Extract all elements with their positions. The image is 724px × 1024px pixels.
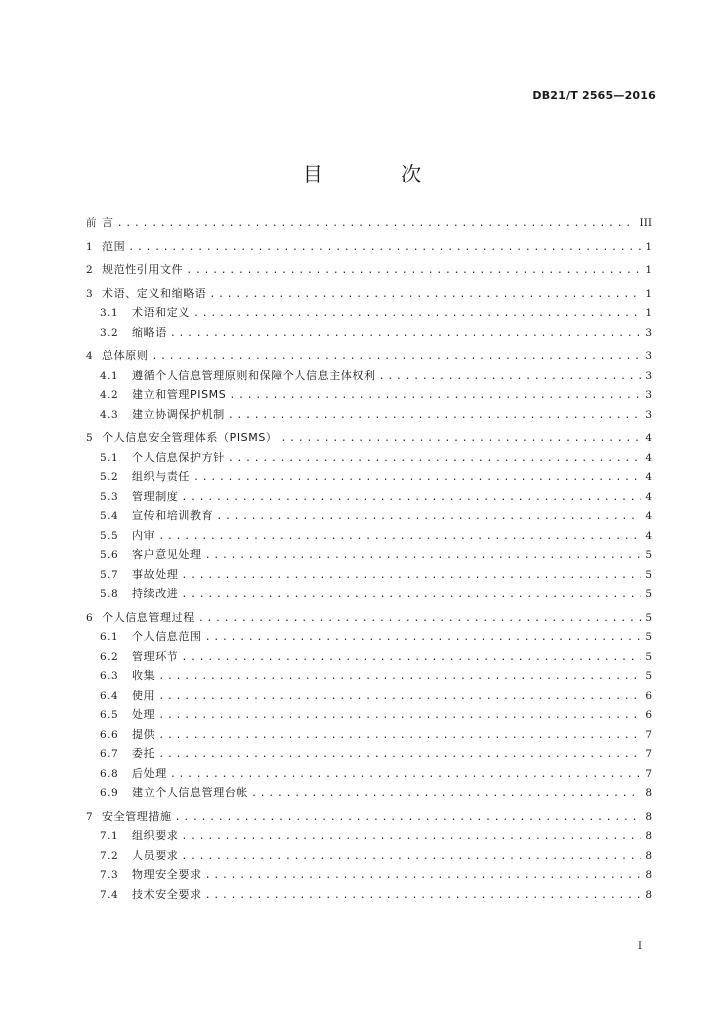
toc-entry-number: 4.3 [100, 408, 119, 421]
toc-dot-leader [228, 449, 642, 469]
toc-dot-leader [205, 866, 642, 886]
toc-entry[interactable] [86, 725, 652, 745]
toc-entry-title: 个人信息范围 [132, 630, 202, 643]
toc-entry[interactable] [86, 213, 652, 233]
toc-dot-leader [205, 886, 642, 906]
toc-entry-number: 7.1 [100, 830, 119, 842]
toc-entry[interactable] [86, 323, 652, 343]
toc-entry-page: 3 [645, 389, 652, 401]
toc-dot-leader [175, 808, 642, 828]
toc-entry-title: 建立个人信息管理台帐 [132, 786, 248, 799]
toc-entry[interactable] [86, 807, 652, 827]
toc-entry[interactable] [86, 428, 652, 448]
toc-entry[interactable] [86, 846, 652, 866]
toc-entry-title: 术语和定义 [132, 306, 190, 319]
toc-entry-page: 4 [645, 451, 652, 464]
toc-entry-page: 8 [645, 830, 652, 842]
toc-entry-number: 5.3 [100, 490, 119, 503]
toc-entry-title: 使用 [132, 688, 156, 702]
toc-entry-page: 5 [645, 611, 652, 624]
toc-entry-number: 4.2 [100, 389, 119, 401]
toc-entry[interactable] [86, 487, 652, 507]
toc-dot-leader [181, 488, 641, 508]
toc-dot-leader [158, 667, 641, 687]
toc-entry[interactable] [86, 448, 652, 468]
toc-dot-leader [158, 726, 641, 746]
toc-entry-title: 范围 [102, 239, 126, 253]
toc-entry[interactable] [86, 405, 652, 425]
toc-entry-number: 3 [86, 287, 93, 300]
toc-entry-number: 5.8 [100, 588, 119, 600]
toc-entry-page: 7 [645, 767, 652, 780]
toc-entry-number: 6.9 [100, 787, 119, 799]
toc-entry-title: 客户意见处理 [132, 548, 202, 561]
toc-entry-title: 提供 [132, 727, 156, 741]
toc-entry-page: 5 [645, 650, 652, 663]
toc-entry-page: 6 [645, 689, 652, 702]
toc-entry-title: 个人信息保护方针 [132, 450, 225, 464]
toc-entry[interactable] [86, 467, 652, 487]
toc-entry-number: 3.1 [100, 307, 119, 319]
toc-entry-number: 5.5 [100, 529, 119, 542]
toc-entry-title: 术语、定义和缩略语 [102, 286, 207, 300]
toc-entry-page: 7 [645, 748, 652, 760]
toc-entry-number: 6 [86, 611, 93, 624]
toc-entry-title: 管理环节 [132, 649, 179, 663]
toc-entry-title: 人员要求 [132, 848, 179, 862]
toc-entry-title: 建立和管理PISMS [132, 388, 227, 401]
toc-entry[interactable] [86, 627, 652, 647]
toc-entry-number: 前 [86, 217, 97, 229]
toc-dot-leader [216, 507, 641, 527]
toc-entry-page: III [639, 217, 652, 229]
toc-entry[interactable] [86, 565, 652, 585]
toc-dot-leader [181, 648, 641, 668]
toc-entry-number: 4 [86, 350, 93, 362]
toc-entry-number: 7.4 [100, 888, 119, 901]
toc-dot-leader [228, 406, 642, 426]
toc-entry-title: 建立协调保护机制 [132, 407, 225, 421]
toc-entry[interactable] [86, 764, 652, 784]
toc-entry-title: 内审 [132, 528, 156, 542]
toc-dot-leader [158, 687, 641, 707]
toc-entry-number: 5.6 [100, 549, 119, 561]
toc-entry-number: 7 [86, 810, 93, 823]
toc-entry-page: 7 [645, 728, 652, 741]
toc-entry-title: 事故处理 [132, 567, 179, 581]
toc-entry[interactable] [86, 284, 652, 304]
toc-dot-leader [151, 347, 641, 367]
toc-entry-title: 缩略语 [132, 325, 167, 339]
toc-entry-number: 1 [86, 240, 93, 253]
toc-entry-page: 4 [645, 471, 652, 483]
toc-entry[interactable] [86, 260, 652, 280]
page-title: 目 次 [302, 162, 458, 186]
toc-entry-title: 遵循个人信息管理原则和保障个人信息主体权利 [132, 368, 376, 382]
toc-dot-leader [158, 527, 641, 547]
toc-dot-leader [117, 214, 636, 234]
toc-entry-title: 收集 [132, 669, 156, 682]
toc-entry-number: 6.3 [100, 670, 119, 682]
toc-entry-title: 后处理 [132, 766, 167, 780]
toc-entry-page: 5 [645, 588, 652, 600]
toc-entry-page: 5 [645, 549, 652, 561]
toc-entry[interactable] [86, 237, 652, 257]
toc-dot-leader [193, 468, 641, 488]
toc-entry-title: 管理制度 [132, 489, 179, 503]
toc-dot-leader [205, 546, 642, 566]
toc-dot-leader [379, 367, 642, 387]
toc-entry-page: 8 [645, 849, 652, 862]
toc-entry-number: 2 [86, 264, 93, 276]
toc-entry-number: 4.1 [100, 369, 119, 382]
toc-entry[interactable] [86, 303, 652, 323]
toc-entry-number: 6.8 [100, 767, 119, 780]
toc-entry-title: 技术安全要求 [132, 887, 202, 901]
toc-entry[interactable] [86, 584, 652, 604]
toc-dot-leader [181, 847, 641, 867]
toc-entry-number: 5.2 [100, 471, 119, 483]
toc-entry[interactable] [86, 647, 652, 667]
toc-dot-leader [170, 324, 642, 344]
toc-entry-page: 4 [645, 432, 652, 444]
toc-dot-leader [186, 261, 641, 281]
toc-entry-page: 3 [645, 326, 652, 339]
toc-dot-leader [181, 566, 641, 586]
toc-entry-page: 8 [645, 869, 652, 881]
toc-entry-title: 委托 [132, 747, 156, 760]
toc-entry-title: 言 [102, 216, 114, 229]
toc-entry-page: 4 [645, 510, 652, 522]
toc-dot-leader [198, 609, 642, 629]
toc-entry-page: 6 [645, 709, 652, 721]
toc-entry-number: 5.4 [100, 510, 119, 522]
toc-entry[interactable] [86, 346, 652, 366]
toc-entry[interactable] [86, 783, 652, 803]
toc-entry-number: 6.4 [100, 689, 119, 702]
toc-entry-title: 个人信息管理过程 [102, 610, 195, 624]
toc-entry-title: 组织要求 [132, 829, 179, 842]
toc-entry[interactable] [86, 705, 652, 725]
toc-entry-title: 个人信息安全管理体系（PISMS） [102, 431, 278, 444]
toc-entry-title: 宣传和培训教育 [132, 509, 214, 522]
toc-entry-title: 处理 [132, 708, 156, 721]
toc-entry-number: 6.6 [100, 728, 119, 741]
toc-entry-page: 1 [645, 264, 652, 276]
standard-code: DB21/T 2565—2016 [532, 89, 656, 102]
toc-entry-page: 4 [645, 490, 652, 503]
toc-entry-page: 4 [645, 529, 652, 542]
toc-entry[interactable] [86, 526, 652, 546]
toc-entry-number: 7.3 [100, 869, 119, 881]
toc-entry[interactable] [86, 826, 652, 846]
toc-entry[interactable] [86, 366, 652, 386]
toc-entry-number: 6.7 [100, 748, 119, 760]
toc-entry-number: 7.2 [100, 849, 119, 862]
toc-entry-number: 5 [86, 432, 93, 444]
toc-entry-page: 3 [645, 350, 652, 362]
toc-entry-page: 1 [645, 240, 652, 253]
toc-entry-number: 6.5 [100, 709, 119, 721]
toc-entry[interactable] [86, 506, 652, 526]
toc-entry-number: 5.1 [100, 451, 119, 464]
toc-entry-number: 5.7 [100, 568, 119, 581]
page-number: I [638, 941, 642, 952]
toc-dot-leader [128, 238, 641, 258]
toc-entry-title: 安全管理措施 [102, 809, 172, 823]
toc-dot-leader [209, 285, 641, 305]
toc-entry[interactable] [86, 865, 652, 885]
toc-dot-leader [158, 706, 641, 726]
toc-entry-number: 3.2 [100, 326, 119, 339]
toc-entry-page: 8 [645, 787, 652, 799]
toc-entry-number: 6.2 [100, 650, 119, 663]
toc-dot-leader [281, 429, 642, 449]
toc-dot-leader [181, 585, 641, 605]
toc-dot-leader [181, 827, 641, 847]
toc-entry-page: 5 [645, 631, 652, 643]
toc-entry[interactable] [86, 744, 652, 764]
toc-dot-leader [158, 745, 641, 765]
toc-dot-leader [251, 784, 641, 804]
toc-entry[interactable] [86, 666, 652, 686]
toc-entry[interactable] [86, 545, 652, 565]
toc-entry-title: 组织与责任 [132, 470, 190, 483]
toc-entry-title: 物理安全要求 [132, 868, 202, 881]
toc-entry[interactable] [86, 885, 652, 905]
toc-entry-page: 3 [645, 369, 652, 382]
toc-entry-page: 3 [645, 408, 652, 421]
toc-entry-page: 1 [645, 287, 652, 300]
toc-entry-page: 5 [645, 670, 652, 682]
toc-entry-title: 规范性引用文件 [102, 263, 184, 276]
toc-entry-number: 6.1 [100, 631, 119, 643]
toc-entry[interactable] [86, 686, 652, 706]
toc-dot-leader [229, 386, 641, 406]
toc-dot-leader [205, 628, 642, 648]
toc-entry[interactable] [86, 608, 652, 628]
toc-entry-title: 总体原则 [102, 349, 149, 362]
toc-dot-leader [170, 765, 642, 785]
toc-dot-leader [193, 304, 641, 324]
toc-entry-title: 持续改进 [132, 587, 179, 600]
toc-entry-page: 1 [645, 307, 652, 319]
toc-entry-page: 8 [645, 810, 652, 823]
toc-entry[interactable] [86, 385, 652, 405]
toc-entry-page: 5 [645, 568, 652, 581]
toc-entry-page: 8 [645, 888, 652, 901]
table-of-contents [86, 213, 652, 904]
